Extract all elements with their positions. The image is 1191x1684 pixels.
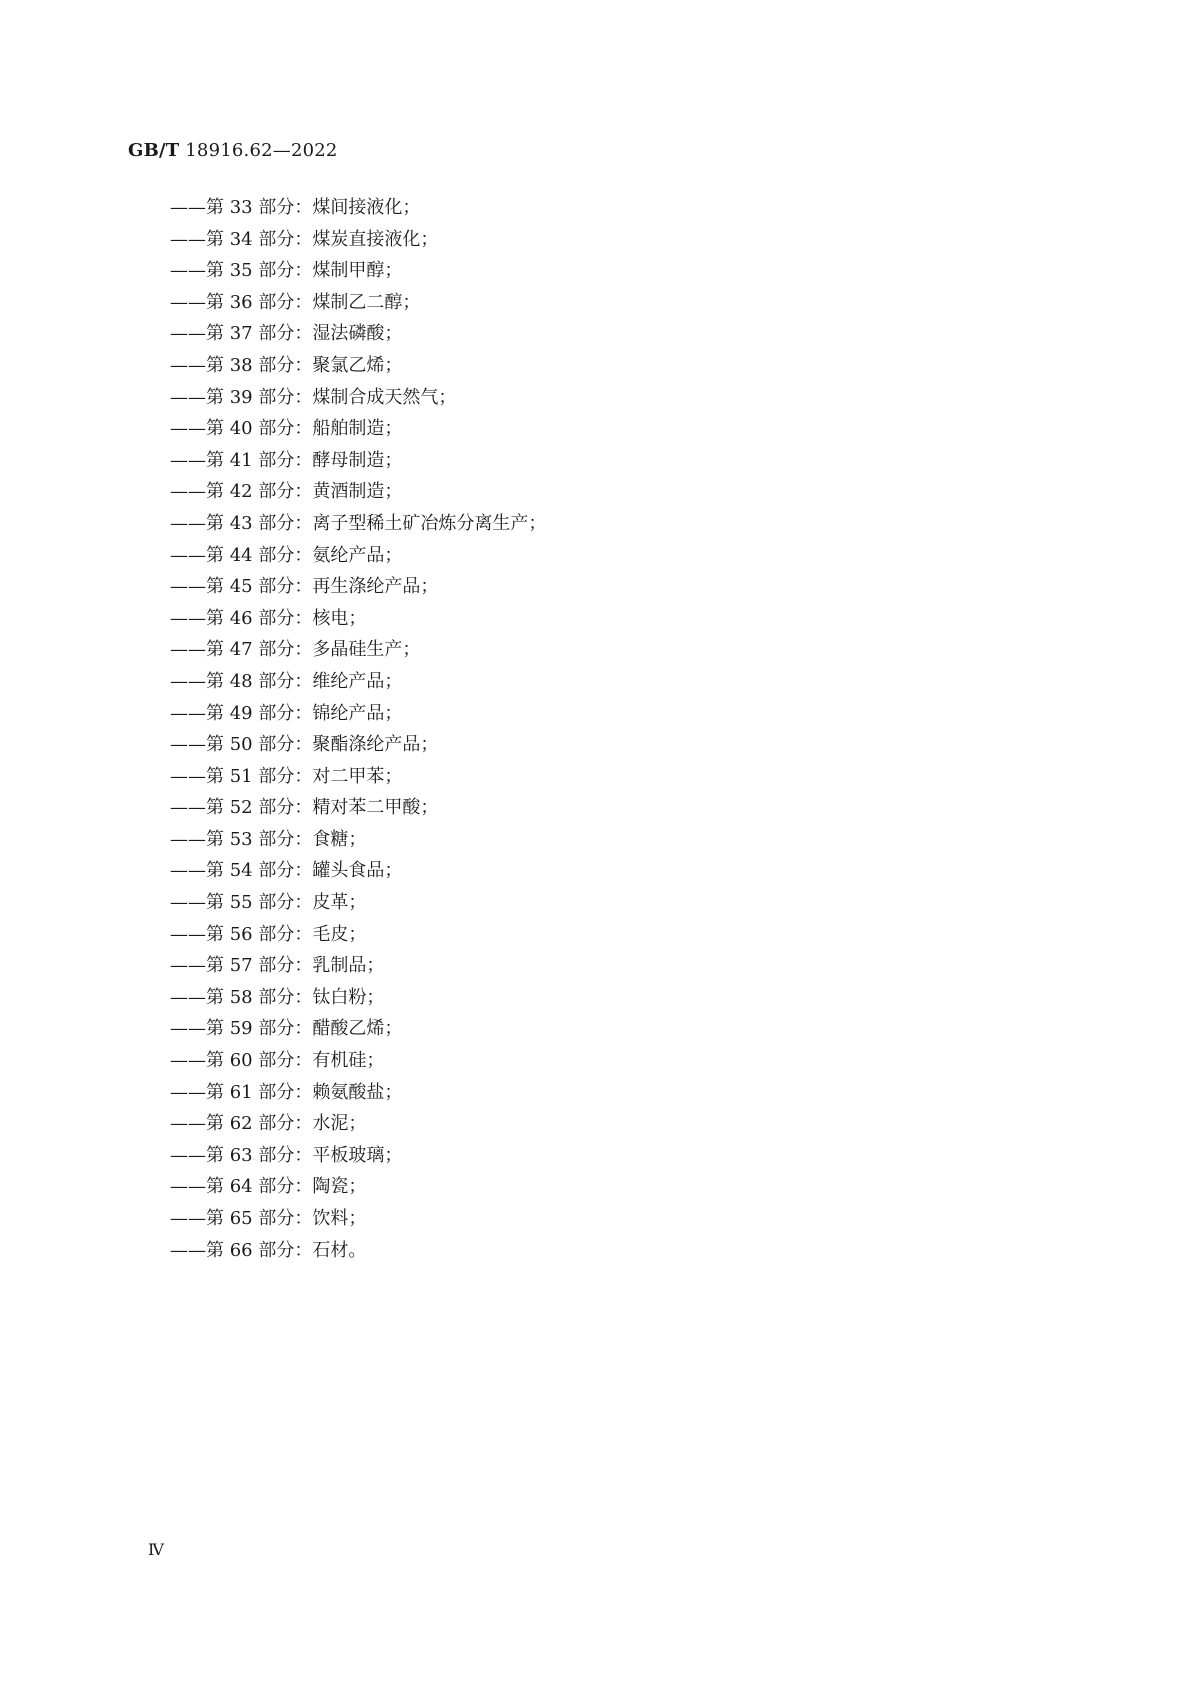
list-item: ——第 40 部分：船舶制造； — [170, 418, 403, 440]
list-item: ——第 63 部分：平板玻璃； — [170, 1144, 403, 1166]
list-item: ——第 59 部分：醋酸乙烯； — [170, 1018, 403, 1040]
list-item: ——第 47 部分：多晶硅生产； — [170, 639, 421, 661]
list-item: ——第 65 部分：饮料； — [170, 1208, 367, 1229]
list-item: ——第 61 部分：赖氨酸盐； — [170, 1081, 403, 1103]
list-item: ——第 66 部分：石材。 — [170, 1239, 367, 1261]
list-item: ——第 52 部分：精对苯二甲酸； — [170, 797, 439, 819]
list-item: ——第 50 部分：聚酯涤纶产品； — [170, 734, 439, 756]
list-item: ——第 38 部分：聚氯乙烯； — [170, 354, 403, 376]
list-item: ——第 56 部分：毛皮； — [170, 923, 367, 945]
document-code — [128, 140, 338, 161]
list-item: ——第 43 部分：离子型稀土矿冶炼分离生产； — [170, 512, 547, 534]
list-item: ——第 64 部分：陶瓷； — [170, 1176, 367, 1198]
standard-number: 18916.62—2022 — [185, 140, 338, 161]
list-item: ——第 35 部分：煤制甲醇； — [170, 260, 403, 282]
list-item: ——第 58 部分：钛白粉； — [170, 986, 385, 1008]
list-item: ——第 41 部分：酵母制造； — [170, 449, 403, 471]
list-item: ——第 42 部分：黄酒制造； — [170, 481, 403, 503]
list-item: ——第 37 部分：湿法磷酸； — [170, 323, 403, 345]
list-item: ——第 48 部分：维纶产品； — [170, 670, 403, 692]
list-item: ——第 60 部分：有机硅； — [170, 1050, 385, 1072]
list-item: ——第 54 部分：罐头食品； — [170, 860, 403, 882]
list-item: ——第 39 部分：煤制合成天然气； — [170, 386, 457, 408]
list-item: ——第 55 部分：皮革； — [170, 892, 367, 914]
list-item: ——第 36 部分：煤制乙二醇； — [170, 291, 421, 313]
list-item: ——第 51 部分：对二甲苯； — [170, 765, 403, 787]
list-item: ——第 44 部分：氨纶产品； — [170, 544, 403, 566]
page-number: Ⅳ — [148, 1540, 164, 1559]
standard-prefix: GB/T — [128, 140, 180, 161]
list-item: ——第 57 部分：乳制品； — [170, 955, 385, 977]
list-item: ——第 46 部分：核电； — [170, 607, 367, 629]
list-item: ——第 62 部分：水泥； — [170, 1113, 367, 1135]
list-item: ——第 33 部分：煤间接液化； — [170, 197, 421, 218]
list-item: ——第 49 部分：锦纶产品； — [170, 702, 403, 724]
list-item: ——第 45 部分：再生涤纶产品； — [170, 576, 439, 598]
list-item: ——第 34 部分：煤炭直接液化； — [170, 228, 439, 250]
parts-list — [170, 192, 546, 1266]
list-item: ——第 53 部分：食糖； — [170, 828, 367, 850]
